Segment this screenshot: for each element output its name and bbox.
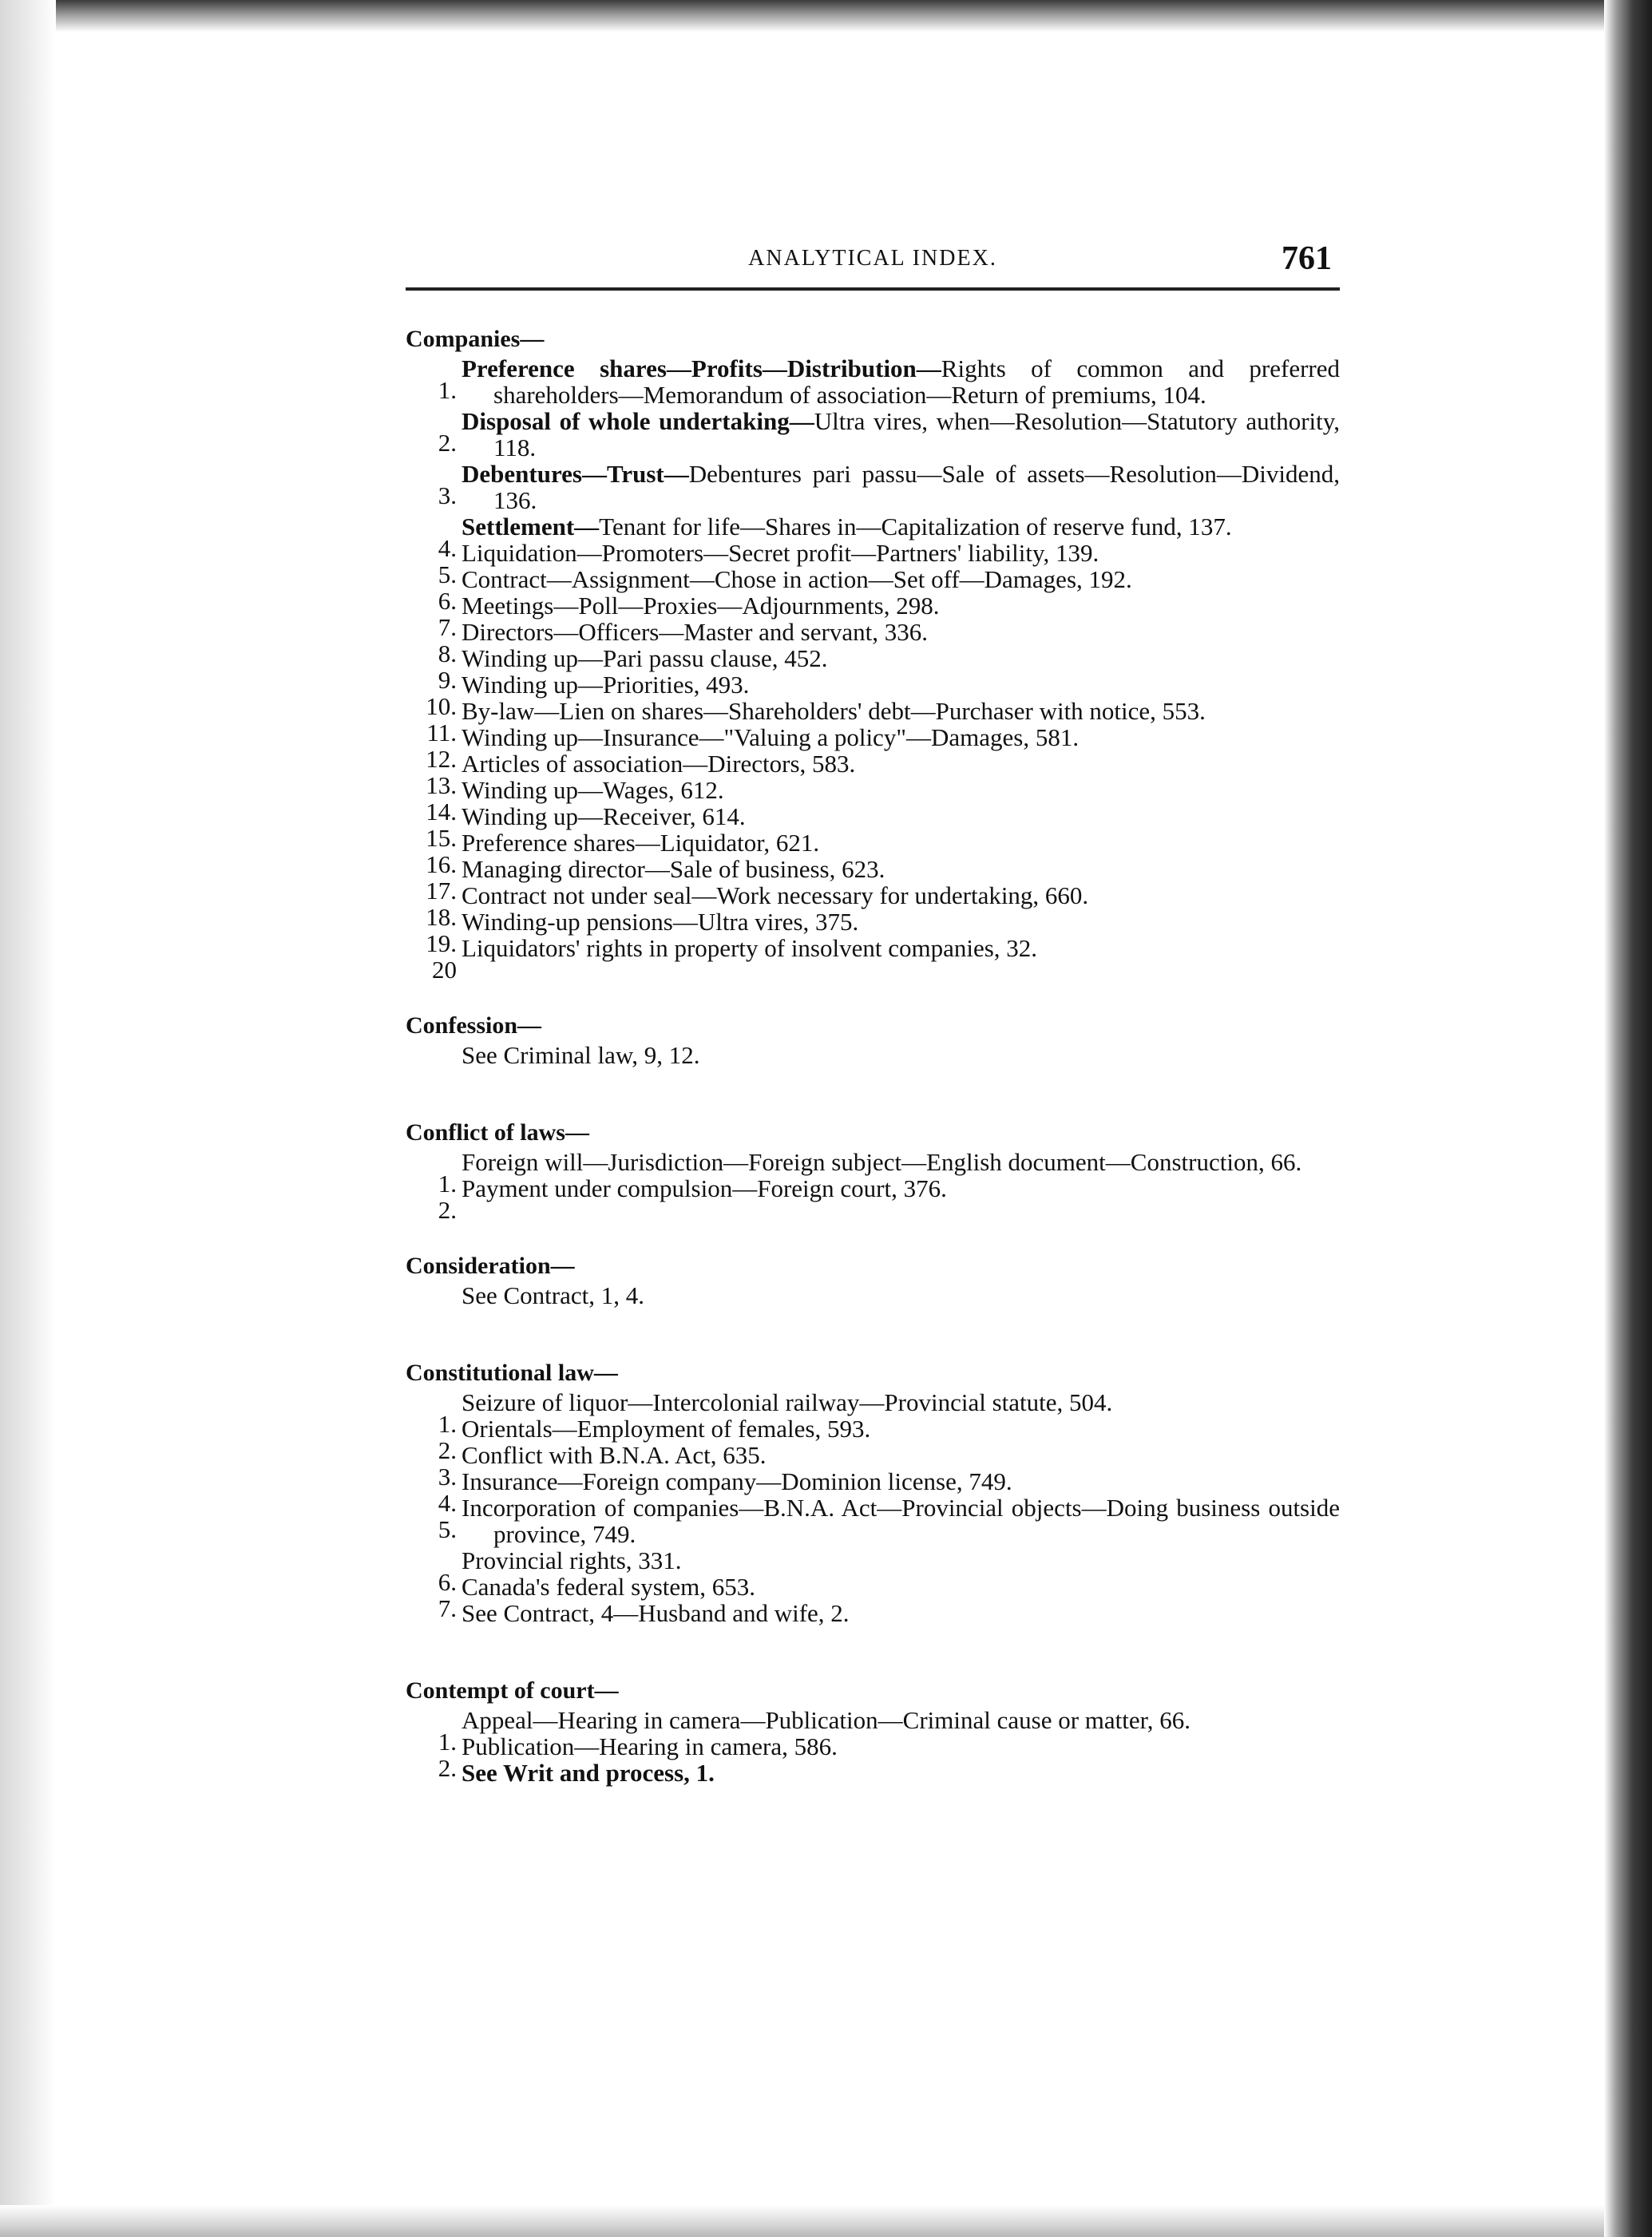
entry-text: Orientals—Employment of females, 593. (462, 1415, 871, 1443)
entry-text: Articles of association—Directors, 583. (462, 750, 856, 778)
entry-number: 20 (432, 956, 457, 984)
index-content (406, 326, 1340, 1786)
see-reference: See Criminal law, 9, 12. (462, 1041, 700, 1069)
index-section (406, 1360, 1340, 1626)
entry-number: 3. (438, 1463, 457, 1491)
entry-number: 2. (438, 1436, 457, 1464)
entry-number: 18. (426, 903, 457, 931)
entry-text: Meetings—Poll—Proxies—Adjournments, 298. (462, 592, 940, 620)
entry-text: Debentures pari passu—Sale of assets—Resolution—Dividend, 136. (493, 460, 1340, 514)
running-head (406, 240, 1340, 291)
entry-lead: Preference shares—Profits—Distribution— (462, 354, 941, 382)
entry-text: Managing director—Sale of business, 623. (462, 855, 885, 883)
entry-number: 16. (426, 850, 457, 878)
running-title: ANALYTICAL INDEX. (748, 246, 997, 271)
entry-text: Seizure of liquor—Intercolonial railway—Provincial statute, 504. (462, 1388, 1113, 1416)
index-entry (406, 355, 1340, 408)
entry-text: Liquidators' rights in property of insolvent companies, 32. (462, 934, 1038, 962)
entry-text: Winding up—Receiver, 614. (462, 802, 746, 830)
entry-list (406, 1148, 1340, 1224)
entry-number: 10. (426, 692, 457, 720)
entry-list (406, 354, 1341, 984)
entry-text: By-law—Lien on shares—Shareholders' debt—Purchaser with notice, 553. (462, 697, 1206, 725)
index-section (406, 1677, 1340, 1786)
entry-number: 19. (426, 929, 457, 957)
see-reference: See Contract, 4—Husband and wife, 2. (462, 1599, 850, 1627)
section-heading: Conflict of laws— (406, 1119, 589, 1146)
index-entry (406, 934, 1340, 984)
entry-number: 9. (438, 666, 457, 694)
entry-number: 2. (438, 1196, 457, 1224)
index-entry (406, 461, 1340, 513)
entry-lead: Settlement— (462, 513, 600, 540)
entry-text: Ultra vires, when—Resolution—Statutory authority, 118. (493, 407, 1341, 461)
section-heading: Confession— (406, 1012, 542, 1039)
entry-number: 1. (438, 1170, 457, 1198)
entry-number: 15. (426, 824, 457, 852)
entry-text: Winding up—Insurance—"Valuing a policy"—Damages, 581. (462, 723, 1080, 751)
entry-number: 5. (438, 560, 457, 588)
index-section (406, 1119, 1340, 1224)
scan-edge-left (0, 0, 56, 2237)
entry-number: 17. (426, 877, 457, 905)
section-heading: Companies— (406, 326, 545, 352)
index-entry (406, 1174, 1340, 1224)
entry-text: Winding up—Wages, 612. (462, 776, 724, 804)
entry-text: Canada's federal system, 653. (462, 1573, 756, 1601)
entry-text: Provincial rights, 331. (462, 1546, 682, 1574)
entry-number: 7. (438, 1594, 457, 1622)
entry-text: Payment under compulsion—Foreign court, 376. (462, 1174, 947, 1202)
entry-text: Publication—Hearing in camera, 586. (462, 1732, 838, 1760)
entry-number: 6. (438, 587, 457, 615)
entry-number: 6. (438, 1568, 457, 1596)
see-reference: See Writ and process, 1. (462, 1759, 715, 1787)
entry-number: 5. (438, 1515, 457, 1543)
entry-lead: Debentures—Trust— (462, 460, 689, 488)
entry-text: Preference shares—Liquidator, 621. (462, 829, 820, 857)
entry-number: 12. (426, 745, 457, 773)
index-entry (406, 1467, 1340, 1517)
entry-number: 13. (426, 771, 457, 799)
entry-text: Foreign will—Jurisdiction—Foreign subject—English document—Construction, 66. (462, 1148, 1302, 1176)
entry-number: 2. (438, 429, 457, 457)
entry-text: Liquidation—Promoters—Secret profit—Partners' liability, 139. (462, 539, 1099, 567)
index-section (406, 1012, 1340, 1068)
entry-number: 2. (438, 1754, 457, 1782)
entry-text: Directors—Officers—Master and servant, 336. (462, 618, 928, 646)
entry-text: Insurance—Foreign company—Dominion license, 749. (462, 1467, 1012, 1495)
scan-edge-bottom (0, 2205, 1652, 2237)
section-heading: Contempt of court— (406, 1677, 619, 1704)
entry-number: 1. (438, 1728, 457, 1756)
entry-text: Appeal—Hearing in camera—Publication—Criminal cause or matter, 66. (462, 1706, 1190, 1734)
entry-number: 4. (438, 1489, 457, 1517)
entry-text: Winding up—Pari passu clause, 452. (462, 644, 828, 672)
scan-edge-right (1604, 0, 1652, 2237)
entry-text: Contract—Assignment—Chose in action—Set off—Damages, 192. (462, 565, 1132, 593)
entry-text: Incorporation of companies—B.N.A. Act—Provincial objects—Doing business outside province, 749. (462, 1494, 1340, 1548)
entry-number: 7. (438, 613, 457, 641)
entry-number: 4. (438, 534, 457, 562)
index-entry (406, 1495, 1340, 1547)
entry-number: 1. (438, 376, 457, 404)
entry-text: Winding-up pensions—Ultra vires, 375. (462, 908, 859, 936)
index-section (406, 326, 1341, 984)
entry-text: Rights of common and preferred shareholders—Memorandum of association—Return of premiums, 104. (493, 354, 1340, 409)
entry-text: Winding up—Priorities, 493. (462, 671, 750, 699)
index-entry (406, 408, 1340, 461)
entry-text: Conflict with B.N.A. Act, 635. (462, 1441, 767, 1469)
entry-number: 11. (426, 719, 457, 746)
entry-number: 3. (438, 481, 457, 509)
entry-text: Tenant for life—Shares in—Capitalization of reserve fund, 137. (599, 513, 1232, 540)
see-reference: See Contract, 1, 4. (462, 1281, 645, 1309)
entry-text: Contract not under seal—Work necessary for undertaking, 660. (462, 881, 1089, 909)
page-number: 761 (1282, 240, 1332, 277)
entry-number: 8. (438, 639, 457, 667)
scan-edge-top (0, 0, 1652, 32)
index-page (406, 240, 1340, 1837)
index-section (406, 1253, 1340, 1309)
entry-number: 1. (438, 1410, 457, 1438)
section-heading: Consideration— (406, 1253, 575, 1279)
section-heading: Constitutional law— (406, 1360, 618, 1386)
entry-lead: Disposal of whole undertaking— (462, 407, 814, 435)
entry-number: 14. (426, 798, 457, 826)
